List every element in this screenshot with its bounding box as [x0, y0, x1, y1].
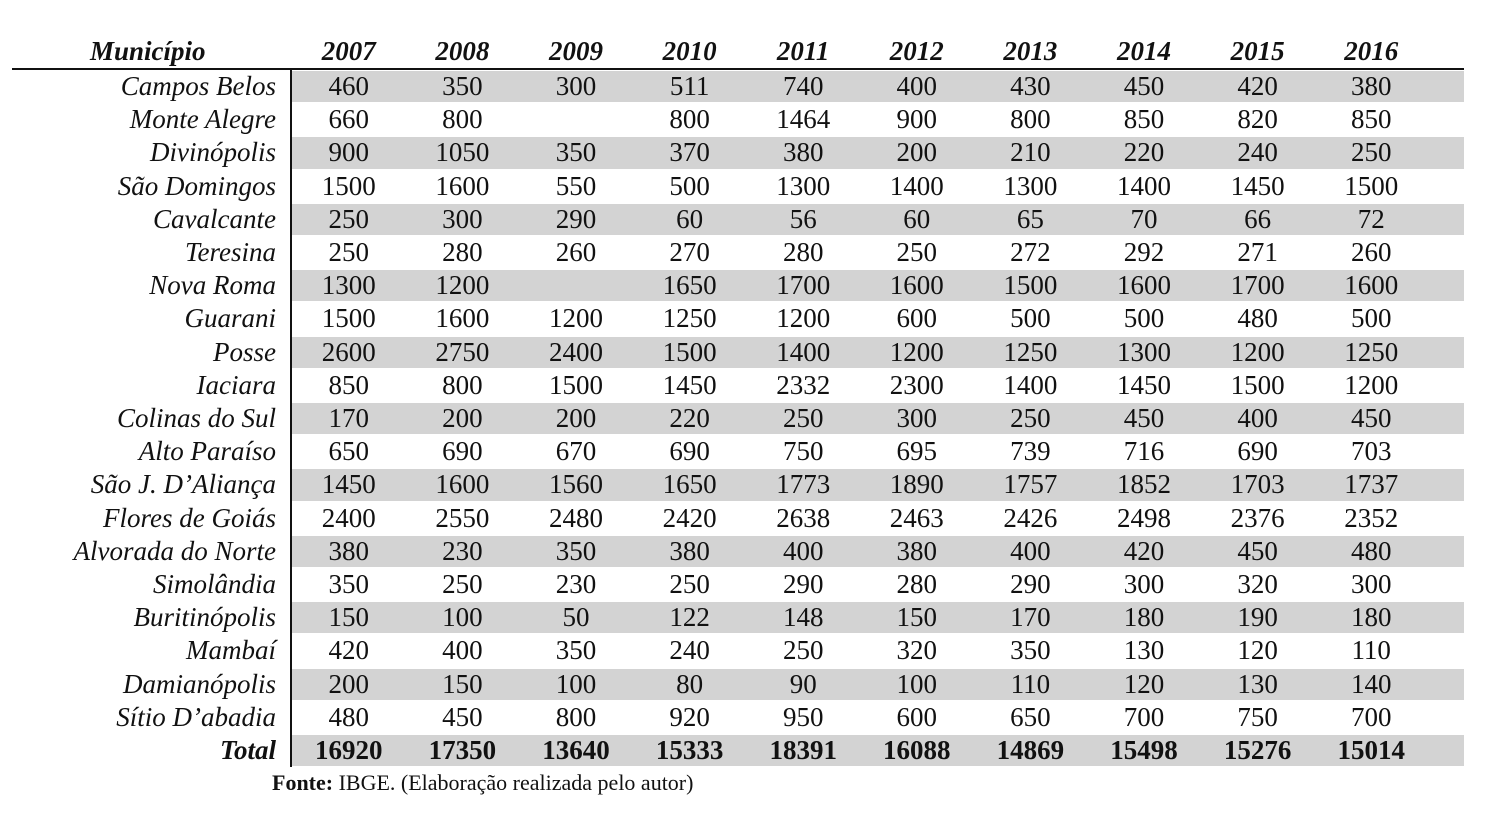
value-cell: 190 — [1237, 602, 1278, 633]
value-cell: 920 — [669, 701, 710, 732]
value-cell: 250 — [669, 569, 710, 599]
value-cell: 1500 — [321, 170, 376, 201]
value-cell: 271 — [1237, 237, 1278, 267]
value-cell: 695 — [896, 436, 938, 467]
total-cell: 15014 — [1337, 735, 1405, 765]
municipio-name: Cavalcante — [153, 203, 276, 234]
value-cell: 66 — [1244, 203, 1272, 234]
value-cell: 1500 — [1003, 270, 1058, 301]
municipio-name: Alvorada do Norte — [73, 535, 276, 566]
value-cell: 170 — [1010, 602, 1051, 633]
value-cell: 1773 — [776, 469, 831, 500]
table-row — [0, 103, 1464, 136]
value-cell: 280 — [782, 237, 824, 267]
table-row — [0, 601, 1464, 634]
table-row — [0, 502, 1464, 535]
value-cell: 1400 — [889, 170, 944, 201]
value-cell: 2750 — [435, 336, 490, 367]
value-cell: 110 — [1351, 635, 1391, 666]
value-cell: 50 — [562, 602, 590, 633]
value-cell: 210 — [1010, 137, 1051, 168]
value-cell: 240 — [669, 635, 710, 666]
value-cell: 180 — [1350, 602, 1392, 633]
table-row — [0, 302, 1464, 335]
value-cell: 2332 — [776, 369, 831, 400]
value-cell: 1600 — [1344, 270, 1399, 301]
municipio-name: Posse — [213, 336, 276, 367]
total-cell: 16088 — [883, 735, 951, 765]
value-cell: 950 — [782, 701, 824, 732]
value-cell: 650 — [328, 436, 370, 467]
value-cell: 1737 — [1344, 469, 1399, 500]
value-cell: 450 — [442, 701, 483, 732]
total-cell: 15333 — [655, 735, 724, 765]
value-cell: 1600 — [435, 303, 490, 334]
total-cell: 15276 — [1223, 735, 1292, 765]
value-cell: 380 — [328, 535, 370, 566]
value-cell: 1450 — [1116, 369, 1171, 400]
municipio-name: Damianópolis — [122, 668, 276, 699]
value-cell: 900 — [896, 104, 938, 135]
year-header: 2011 — [776, 36, 830, 66]
year-header: 2010 — [662, 36, 717, 66]
value-cell: 220 — [1123, 137, 1165, 168]
municipio-name: Teresina — [184, 237, 276, 267]
value-cell: 2300 — [889, 369, 944, 400]
value-cell: 110 — [1010, 668, 1051, 699]
value-cell: 1300 — [776, 170, 831, 201]
value-cell: 400 — [782, 535, 824, 566]
value-cell: 148 — [782, 602, 824, 633]
value-cell: 600 — [896, 303, 938, 334]
value-cell: 450 — [1123, 71, 1165, 101]
value-cell: 170 — [328, 403, 370, 433]
value-cell: 1852 — [1116, 469, 1171, 500]
value-cell: 56 — [789, 203, 817, 234]
value-cell: 250 — [782, 403, 824, 433]
value-cell: 1200 — [889, 336, 944, 367]
value-cell: 1450 — [662, 369, 717, 400]
value-cell: 130 — [1123, 635, 1165, 666]
value-cell: 2400 — [548, 336, 603, 367]
value-cell: 350 — [1010, 635, 1051, 666]
year-header: 2009 — [548, 36, 603, 66]
value-cell: 150 — [442, 668, 483, 699]
value-cell: 100 — [555, 668, 597, 699]
value-cell: 600 — [896, 701, 938, 732]
value-cell: 1200 — [1344, 369, 1399, 400]
value-cell: 460 — [328, 71, 370, 101]
value-cell: 450 — [1123, 403, 1165, 433]
value-cell: 272 — [1010, 237, 1051, 267]
value-cell: 200 — [555, 403, 597, 433]
value-cell: 850 — [1350, 104, 1392, 135]
value-cell: 1300 — [1116, 336, 1171, 367]
total-row — [0, 734, 1464, 767]
value-cell: 1757 — [1003, 469, 1058, 500]
municipio-name: Alto Paraíso — [138, 436, 276, 467]
value-cell: 140 — [1350, 668, 1392, 699]
value-cell: 350 — [328, 569, 370, 599]
value-cell: 1400 — [776, 336, 831, 367]
value-cell: 1200 — [1230, 336, 1285, 367]
municipio-name: Nova Roma — [149, 270, 276, 301]
year-header: 2008 — [435, 36, 490, 66]
value-cell: 250 — [328, 203, 370, 234]
value-cell: 100 — [896, 668, 938, 699]
value-cell: 100 — [442, 602, 483, 633]
table-row — [0, 236, 1464, 269]
year-header: 2013 — [1003, 36, 1058, 66]
value-cell: 2420 — [662, 502, 717, 533]
table-row — [0, 468, 1464, 501]
value-cell: 320 — [1237, 569, 1278, 599]
value-cell: 1700 — [776, 270, 831, 301]
value-cell: 740 — [782, 71, 824, 101]
value-cell: 1560 — [548, 469, 603, 500]
value-cell: 290 — [782, 569, 824, 599]
value-cell: 1250 — [662, 303, 717, 334]
value-cell: 703 — [1350, 436, 1392, 467]
value-cell: 700 — [1123, 701, 1165, 732]
value-cell: 500 — [669, 170, 710, 201]
municipio-name: Colinas do Sul — [116, 403, 276, 433]
value-cell: 690 — [1237, 436, 1278, 467]
value-cell: 1500 — [1230, 369, 1285, 400]
value-cell: 1300 — [321, 270, 376, 301]
table-row — [0, 668, 1464, 701]
value-cell: 90 — [789, 668, 817, 699]
table-row — [0, 369, 1464, 402]
value-cell: 1600 — [435, 170, 490, 201]
value-cell: 380 — [1350, 71, 1392, 101]
value-cell: 2600 — [321, 336, 376, 367]
value-cell: 1700 — [1230, 270, 1285, 301]
value-cell: 670 — [555, 436, 597, 467]
total-cell: 16920 — [315, 735, 383, 765]
value-cell: 150 — [896, 602, 938, 633]
total-cell: 13640 — [542, 735, 610, 765]
municipio-name: Mambaí — [186, 635, 276, 666]
value-cell: 500 — [1010, 303, 1051, 334]
value-cell: 290 — [1010, 569, 1051, 599]
value-cell: 2376 — [1230, 502, 1285, 533]
value-cell: 800 — [442, 369, 483, 400]
value-cell: 180 — [1123, 602, 1165, 633]
year-header: 2007 — [321, 36, 376, 66]
source-label: Fonte: — [272, 770, 334, 795]
total-cell: 17350 — [428, 735, 497, 765]
value-cell: 2638 — [776, 502, 831, 533]
value-cell: 480 — [328, 701, 370, 732]
value-cell: 200 — [442, 403, 483, 433]
municipio-name: Sítio D’abadia — [116, 701, 276, 732]
value-cell: 1250 — [1003, 336, 1058, 367]
value-cell: 65 — [1016, 203, 1044, 234]
municipio-name: Monte Alegre — [129, 104, 276, 135]
municipio-name: Iaciara — [196, 369, 276, 400]
value-cell: 2400 — [321, 502, 376, 533]
value-cell: 900 — [328, 137, 370, 168]
value-cell: 280 — [896, 569, 938, 599]
value-cell: 1250 — [1344, 336, 1399, 367]
municipio-name: Divinópolis — [150, 137, 276, 168]
year-header: 2016 — [1344, 36, 1399, 66]
municipio-column-header: Município — [90, 36, 206, 66]
value-cell: 370 — [669, 137, 710, 168]
value-cell: 1200 — [435, 270, 490, 301]
table-row — [0, 336, 1464, 369]
value-cell: 1600 — [889, 270, 944, 301]
table-row — [0, 136, 1464, 169]
value-cell: 450 — [1350, 403, 1392, 433]
value-cell: 1050 — [435, 137, 490, 168]
value-cell: 739 — [1010, 436, 1051, 467]
value-cell: 250 — [1350, 137, 1392, 168]
value-cell: 300 — [442, 203, 483, 234]
total-cell: 15498 — [1110, 735, 1178, 765]
value-cell: 80 — [676, 668, 704, 699]
value-cell — [519, 103, 633, 136]
value-cell: 292 — [1123, 237, 1165, 267]
table-row — [0, 568, 1464, 601]
value-cell: 290 — [555, 203, 597, 234]
value-cell: 250 — [442, 569, 483, 599]
value-cell: 300 — [1123, 569, 1165, 599]
value-cell: 850 — [1123, 104, 1165, 135]
value-cell: 550 — [555, 170, 597, 201]
value-cell: 350 — [442, 71, 483, 101]
municipio-name: Buritinópolis — [133, 602, 276, 633]
value-cell: 2480 — [548, 502, 603, 533]
value-cell: 400 — [896, 71, 938, 101]
value-cell: 750 — [782, 436, 824, 467]
value-cell: 700 — [1350, 701, 1392, 732]
value-cell: 60 — [676, 203, 704, 234]
value-cell: 1703 — [1230, 469, 1285, 500]
value-cell — [519, 269, 633, 302]
value-cell: 800 — [1010, 104, 1051, 135]
value-cell: 420 — [1123, 535, 1165, 566]
value-cell: 400 — [1237, 403, 1278, 433]
municipio-name: São Domingos — [117, 170, 276, 201]
value-cell: 200 — [328, 668, 370, 699]
table-row — [0, 535, 1464, 568]
value-cell: 250 — [782, 635, 824, 666]
total-cell: 18391 — [769, 735, 837, 765]
value-cell: 820 — [1237, 104, 1278, 135]
value-cell: 380 — [669, 535, 710, 566]
table-row — [0, 70, 1464, 103]
total-label: Total — [219, 735, 276, 765]
value-cell: 1300 — [1003, 170, 1058, 201]
value-cell: 430 — [1010, 71, 1051, 101]
value-cell: 400 — [1010, 535, 1051, 566]
municipio-name: Guarani — [184, 303, 276, 334]
value-cell: 260 — [555, 237, 597, 267]
table-row — [0, 269, 1464, 302]
municipio-name: Simolândia — [152, 569, 276, 599]
value-cell: 350 — [555, 635, 597, 666]
value-cell: 380 — [782, 137, 824, 168]
value-cell: 2463 — [889, 502, 944, 533]
value-cell: 420 — [1237, 71, 1278, 101]
value-cell: 500 — [1350, 303, 1392, 334]
table-row — [0, 701, 1464, 734]
value-cell: 300 — [1350, 569, 1392, 599]
value-cell: 1500 — [548, 369, 603, 400]
value-cell: 660 — [328, 104, 370, 135]
value-cell: 300 — [555, 71, 597, 101]
value-cell: 1600 — [435, 469, 490, 500]
value-cell: 400 — [442, 635, 483, 666]
value-cell: 2426 — [1003, 502, 1058, 533]
value-cell: 480 — [1350, 535, 1392, 566]
value-cell: 300 — [896, 403, 938, 433]
value-cell: 260 — [1350, 237, 1392, 267]
value-cell: 2498 — [1116, 502, 1171, 533]
value-cell: 850 — [328, 369, 370, 400]
value-cell: 716 — [1123, 436, 1165, 467]
value-cell: 450 — [1237, 535, 1278, 566]
value-cell: 350 — [555, 137, 597, 168]
value-cell: 1400 — [1003, 369, 1058, 400]
value-cell: 2550 — [435, 502, 490, 533]
value-cell: 150 — [328, 602, 370, 633]
value-cell: 2352 — [1344, 502, 1399, 533]
value-cell: 1500 — [662, 336, 717, 367]
municipio-name: São J. D’Aliança — [90, 469, 276, 500]
total-cell: 14869 — [996, 735, 1065, 765]
value-cell: 1650 — [662, 270, 717, 301]
value-cell: 1500 — [321, 303, 376, 334]
value-cell: 1890 — [889, 469, 944, 500]
value-cell: 230 — [555, 569, 597, 599]
source-note — [272, 767, 693, 799]
value-cell: 690 — [669, 436, 710, 467]
value-cell: 230 — [442, 535, 483, 566]
value-cell: 120 — [1123, 668, 1165, 699]
value-cell: 690 — [442, 436, 483, 467]
value-cell: 130 — [1237, 668, 1278, 699]
value-cell: 72 — [1357, 203, 1385, 234]
value-cell: 1600 — [1116, 270, 1171, 301]
value-cell: 1200 — [548, 303, 603, 334]
value-cell: 270 — [669, 237, 710, 267]
value-cell: 1450 — [321, 469, 376, 500]
value-cell: 1464 — [776, 104, 831, 135]
value-cell: 650 — [1010, 701, 1051, 732]
value-cell: 1400 — [1116, 170, 1171, 201]
value-cell: 120 — [1237, 635, 1278, 666]
value-cell: 280 — [442, 237, 483, 267]
table-row — [0, 634, 1464, 667]
municipio-name: Campos Belos — [120, 71, 276, 101]
value-cell: 250 — [896, 237, 938, 267]
value-cell: 380 — [896, 535, 938, 566]
table-row — [0, 203, 1464, 236]
value-cell: 800 — [669, 104, 710, 135]
value-cell: 220 — [669, 403, 710, 433]
year-header: 2012 — [889, 36, 944, 66]
value-cell: 250 — [1010, 403, 1051, 433]
value-cell: 800 — [442, 104, 483, 135]
municipio-name: Flores de Goiás — [103, 502, 276, 533]
value-cell: 1200 — [776, 303, 831, 334]
value-cell: 800 — [555, 701, 597, 732]
value-cell: 1450 — [1230, 170, 1285, 201]
value-cell: 1650 — [662, 469, 717, 500]
value-cell: 480 — [1237, 303, 1278, 334]
year-header: 2015 — [1230, 36, 1285, 66]
value-cell: 750 — [1237, 701, 1278, 732]
value-cell: 500 — [1123, 303, 1165, 334]
value-cell: 320 — [896, 635, 938, 666]
value-cell: 200 — [896, 137, 938, 168]
value-cell: 70 — [1130, 203, 1158, 234]
value-cell: 1500 — [1344, 170, 1399, 201]
value-cell: 60 — [903, 203, 931, 234]
value-cell: 511 — [669, 71, 710, 101]
value-cell: 250 — [328, 237, 370, 267]
value-cell: 350 — [555, 535, 597, 566]
table-row — [0, 435, 1464, 468]
value-cell: 122 — [669, 602, 710, 633]
value-cell: 240 — [1237, 137, 1278, 168]
table-row — [0, 402, 1464, 435]
source-text: IBGE. (Elaboração realizada pelo autor) — [333, 770, 694, 795]
year-header: 2014 — [1116, 36, 1171, 66]
value-cell: 420 — [328, 635, 370, 666]
table-row — [0, 170, 1464, 203]
